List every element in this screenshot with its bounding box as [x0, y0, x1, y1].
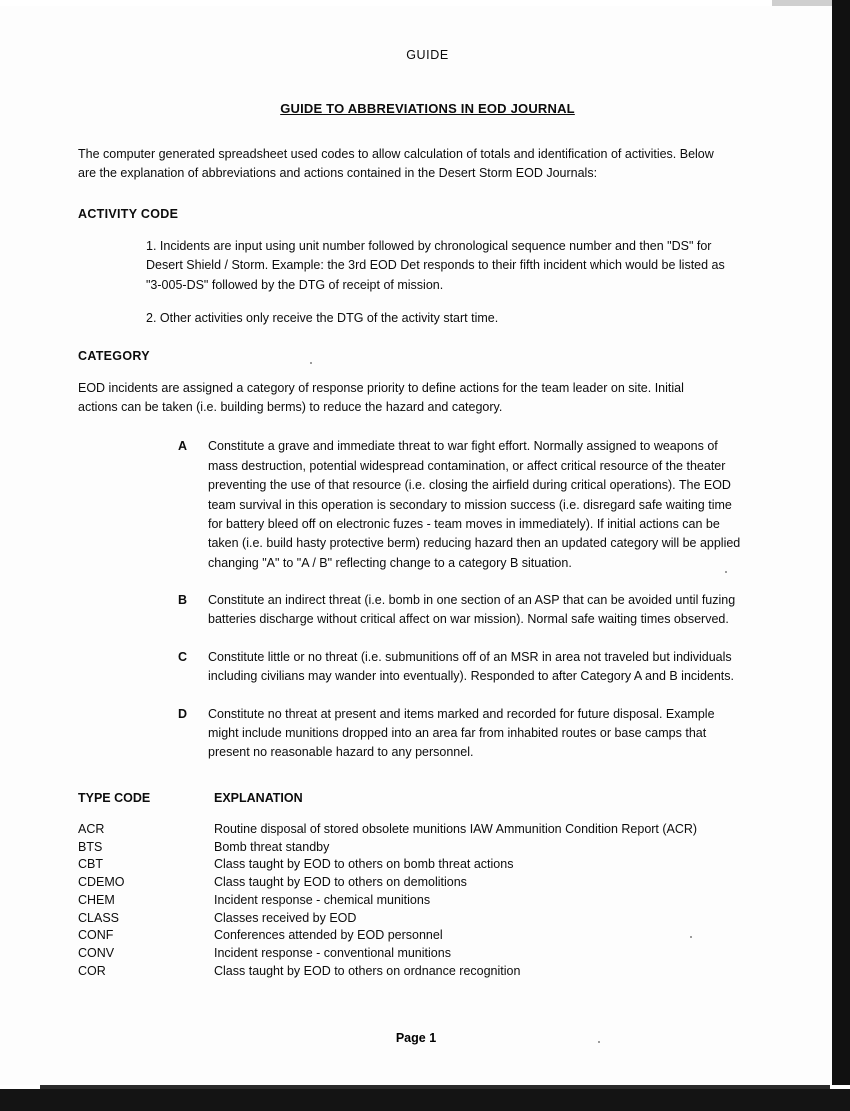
scan-speck	[310, 362, 312, 364]
activity-code-item-2: 2. Other activities only receive the DTG of the activity start time.	[146, 311, 499, 326]
scan-speck	[598, 1041, 600, 1043]
page-footer: Page 1	[395, 1031, 437, 1045]
table-row	[78, 839, 777, 857]
type-explanation: Routine disposal of stored obsolete munitions IAW Ammunition Condition Report (ACR)	[214, 821, 698, 836]
category-description: Constitute little or no threat (i.e. submunitions off of an MSR in area not traveled but individuals including civilians may wander into eventually). Responded to after Category A and B incidents.	[208, 649, 734, 684]
page-content	[0, 6, 832, 981]
table-row	[78, 874, 777, 892]
table-row	[78, 963, 777, 981]
scan-edge-right	[832, 0, 850, 1085]
page-sheet	[0, 6, 832, 1085]
type-code: BTS	[78, 839, 103, 854]
activity-code-item-1: 1. Incidents are input using unit number followed by chronological sequence number and then "DS" for Desert Shield / Storm. Example: the 3rd EOD Det responds to their fifth incident which would be listed as "3-005-DS" followed by the DTG of receipt of mission.	[146, 239, 725, 292]
intro-paragraph: The computer generated spreadsheet used codes to allow calculation of totals and identification of activities. Below are the explanation of abbreviations and actions contained in the Desert Storm EOD Journals:	[78, 146, 714, 180]
type-code: CBT	[78, 857, 103, 872]
type-code: COR	[78, 963, 106, 978]
scan-edge-top	[772, 0, 832, 6]
page-title: GUIDE TO ABBREVIATIONS IN EOD JOURNAL	[280, 101, 575, 117]
category-row	[78, 591, 777, 630]
category-letter: B	[178, 593, 188, 608]
category-description: Constitute no threat at present and items marked and recorded for future disposal. Example might include munitions dropped into an area far from inhabited routes or base camps that present no reasonable hazard to any personnel.	[208, 706, 715, 760]
type-code: CONF	[78, 928, 114, 943]
category-intro: EOD incidents are assigned a category of response priority to define actions for the team leader on site. Initial actions can be taken (i.e. building berms) to reduce the hazard and category.	[78, 380, 684, 415]
category-row	[78, 648, 777, 687]
type-explanation: Conferences attended by EOD personnel	[214, 928, 443, 943]
table-row	[78, 910, 777, 928]
column-header-explanation: EXPLANATION	[214, 790, 303, 805]
type-code: CHEM	[78, 892, 115, 907]
document-header: GUIDE	[406, 48, 449, 62]
type-code: CDEMO	[78, 875, 125, 890]
category-letter: D	[178, 706, 188, 721]
table-row	[78, 856, 777, 874]
type-code: CONV	[78, 946, 115, 961]
type-explanation: Incident response - conventional munitions	[214, 946, 451, 961]
scan-speck	[725, 571, 727, 573]
table-row	[78, 892, 777, 910]
category-row	[78, 437, 777, 573]
type-explanation: Class taught by EOD to others on bomb threat actions	[214, 857, 514, 872]
scan-speck	[690, 936, 692, 938]
type-code: CLASS	[78, 910, 119, 925]
type-explanation: Bomb threat standby	[214, 839, 330, 854]
section-heading-activity-code: ACTIVITY CODE	[78, 206, 179, 221]
column-header-type-code: TYPE CODE	[78, 790, 151, 805]
category-row	[78, 705, 777, 763]
table-row	[78, 821, 777, 839]
category-description: Constitute a grave and immediate threat to war fight effort. Normally assigned to weapons of mass destruction, potential widespread contamination, or affect critical resource of the theater preventing the use of that resource (i.e. closing the airfield during critical operations). The EOD team survival in this operation is secondary to mission success (i.e. disregard safe waiting time for battery bleed off on electronic fuzes - team moves in immediately). If initial actions can be taken (i.e. build hasty protective berm) reducing hazard then an updated category will be applied changing "A" to "A / B" reflecting change to a category B situation.	[208, 439, 741, 570]
table-row	[78, 945, 777, 963]
section-heading-category: CATEGORY	[78, 348, 150, 363]
type-explanation: Classes received by EOD	[214, 910, 357, 925]
type-code: ACR	[78, 821, 105, 836]
scan-edge-bottom	[0, 1089, 850, 1111]
type-explanation: Incident response - chemical munitions	[214, 892, 431, 907]
type-code-table-header	[78, 789, 777, 807]
category-letter: C	[178, 649, 188, 664]
category-letter: A	[178, 439, 188, 454]
table-row	[78, 927, 777, 945]
category-description: Constitute an indirect threat (i.e. bomb in one section of an ASP that can be avoided until fuzing batteries discharge without critical affect on war mission). Normal safe waiting times observed.	[208, 593, 736, 627]
type-explanation: Class taught by EOD to others on demolitions	[214, 875, 467, 890]
type-explanation: Class taught by EOD to others on ordnance recognition	[214, 963, 521, 978]
